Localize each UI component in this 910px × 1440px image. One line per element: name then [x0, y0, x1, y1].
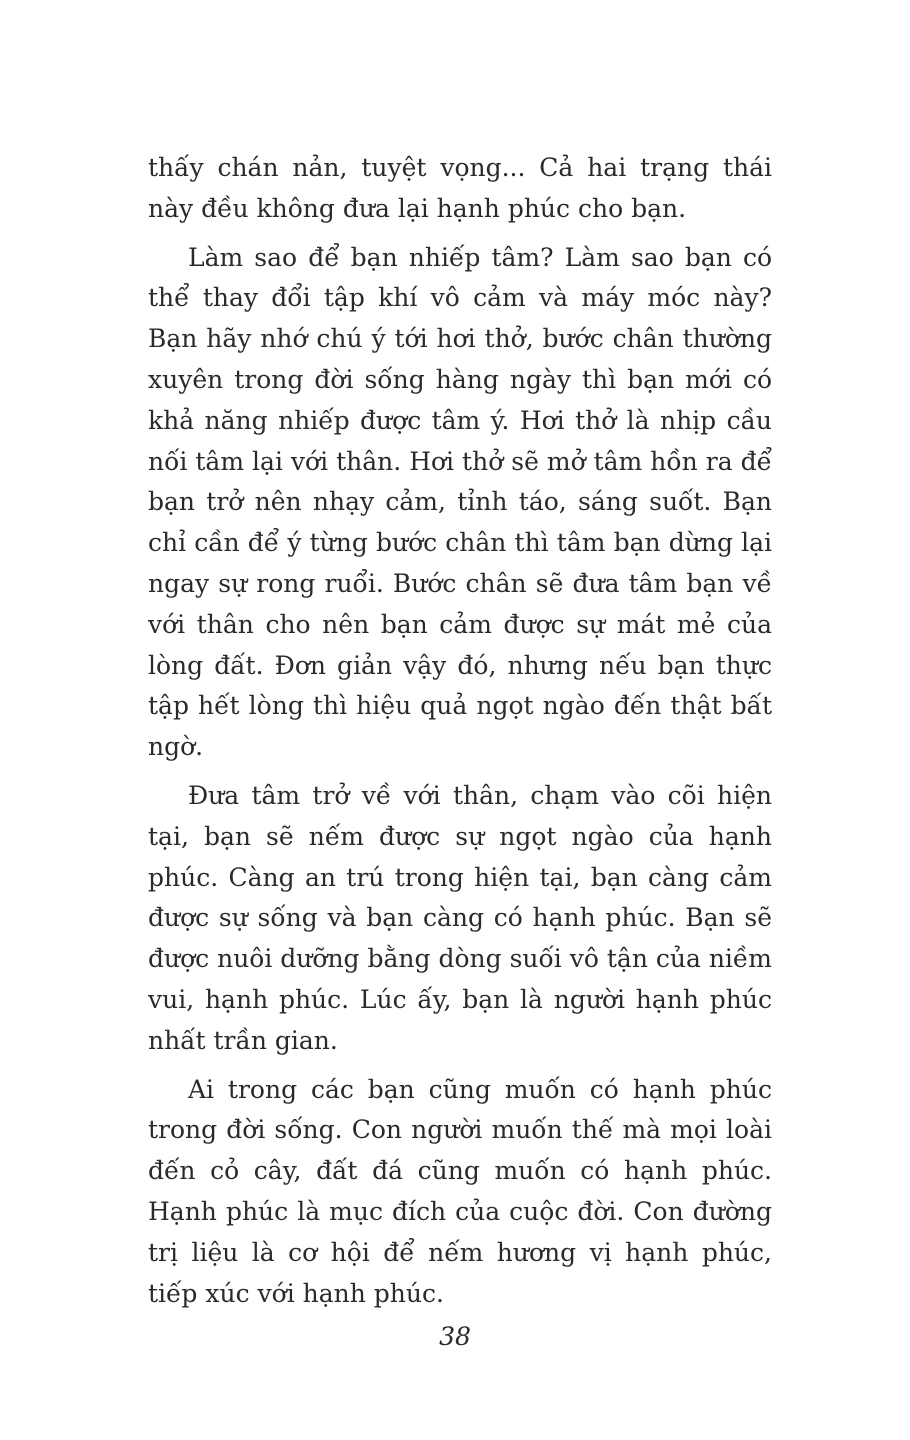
paragraph: Làm sao để bạn nhiếp tâm? Làm sao bạn có thể thay đổi tập khí vô cảm và máy móc này? Bạn hãy nhớ chú ý tới hơi thở, bước chân thường xuyên trong đời sống hàng ngày thì bạn mới có khả năng nhiếp được tâm ý. Hơi thở là nhịp cầu nối tâm lại với thân. Hơi thở sẽ mở tâm hồn ra để bạn trở nên nhạy cảm, tỉnh táo, sáng suốt. Bạn chỉ cần để ý từng bước chân thì tâm bạn dừng lại ngay sự rong ruổi. Bước chân sẽ đưa tâm bạn về với thân cho nên bạn cảm được sự mát mẻ của lòng đất. Đơn giản vậy đó, nhưng nếu bạn thực tập hết lòng thì hiệu quả ngọt ngào đến thật bất ngờ.: [148, 242, 772, 762]
paragraph: Ai trong các bạn cũng muốn có hạnh phúc trong đời sống. Con người muốn thế mà mọi loài đến cỏ cây, đất đá cũng muốn có hạnh phúc. Hạnh phúc là mục đích của cuộc đời. Con đường trị liệu là cơ hội để nếm hương vị hạnh phúc, tiếp xúc với hạnh phúc.: [148, 1074, 772, 1308]
paragraph-continuation: thấy chán nản, tuyệt vọng... Cả hai trạng thái này đều không đưa lại hạnh phúc cho bạn.: [148, 153, 772, 223]
paragraph: Đưa tâm trở về với thân, chạm vào cõi hiện tại, bạn sẽ nếm được sự ngọt ngào của hạnh phúc. Càng an trú trong hiện tại, bạn càng cảm được sự sống và bạn càng có hạnh phúc. Bạn sẽ được nuôi dưỡng bằng dòng suối vô tận của niềm vui, hạnh phúc. Lúc ấy, bạn là người hạnh phúc nhất trần gian.: [148, 780, 772, 1055]
page-number: 38: [439, 1322, 471, 1351]
body-text: [148, 148, 772, 1322]
